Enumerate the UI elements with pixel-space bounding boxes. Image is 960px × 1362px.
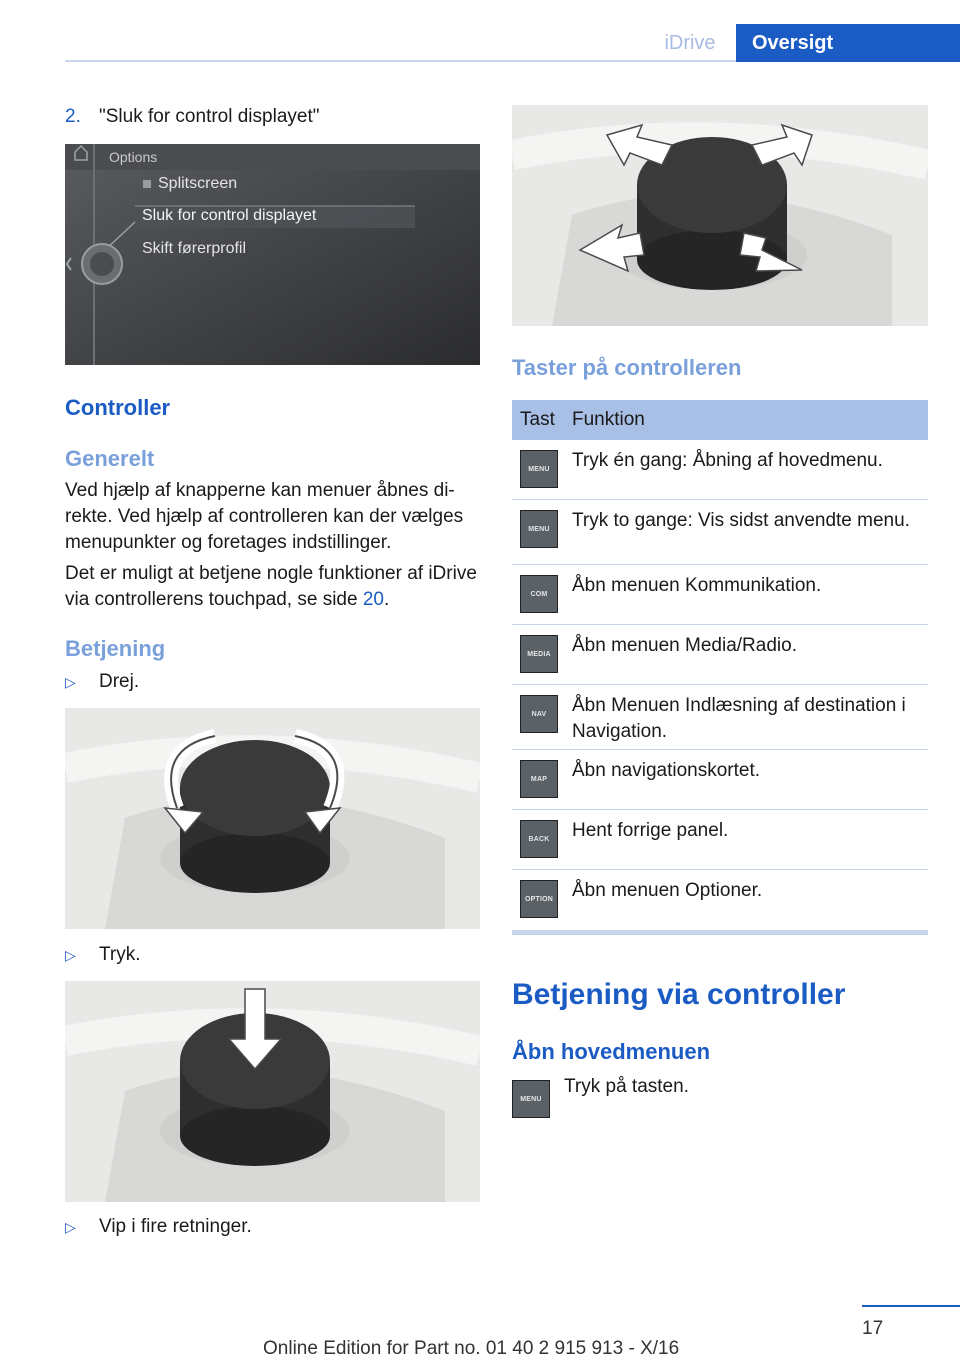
header-cell-key: Tast xyxy=(520,409,555,430)
nav-key-icon: NAV xyxy=(520,695,558,733)
table-row xyxy=(512,685,928,750)
media-key-icon: MEDIA xyxy=(520,635,558,673)
table-row xyxy=(512,870,928,930)
bullet-text: Tryk. xyxy=(99,944,141,965)
menu-key-icon: MENU xyxy=(520,450,558,488)
bullet-triangle-icon: ▷ xyxy=(65,947,76,963)
bullet-item xyxy=(65,942,141,968)
table-row xyxy=(512,810,928,870)
heading-betjening: Betjening xyxy=(65,636,166,661)
table-header xyxy=(512,400,928,440)
instruction-text: Tryk på tasten. xyxy=(564,1076,689,1097)
table-end-rule xyxy=(512,930,928,935)
row-text: Åbn navigationskortet. xyxy=(572,760,761,781)
table-row xyxy=(512,750,928,810)
table-row xyxy=(512,565,928,625)
bullet-triangle-icon: ▷ xyxy=(65,1219,76,1235)
menu-key-icon: MENU xyxy=(520,510,558,548)
header-tab: Oversigt xyxy=(736,24,960,62)
heading-controller: Controller xyxy=(65,395,171,420)
table-row xyxy=(512,625,928,685)
bullet-text: Drej. xyxy=(99,671,140,692)
paragraph-end: . xyxy=(383,589,390,610)
back-key-icon: BACK xyxy=(520,820,558,858)
controller-tilt-image xyxy=(512,105,928,326)
bullet-triangle-icon: ▷ xyxy=(65,674,76,690)
map-key-icon: MAP xyxy=(520,760,558,798)
table-row xyxy=(512,500,928,565)
paragraph-text: Det er muligt at betjene nogle funktioner af iDrive via controllerens touchpad, se side xyxy=(65,563,477,610)
row-text: Tryk to gange: Vis sidst anvendte menu. xyxy=(572,510,910,531)
item-number: 2. xyxy=(65,106,81,127)
screen-item: Skift førerprofil xyxy=(142,240,247,257)
row-text: Åbn menuen Optioner. xyxy=(572,880,763,901)
keys-table xyxy=(512,400,928,930)
page-number: 17 xyxy=(862,1318,884,1339)
paragraph-generelt: Ved hjælp af knapperne kan menuer åbnes di‐rekte. Ved hjælp af controlleren kan der vælges menupunkter og foretages indstillinger. xyxy=(65,480,464,553)
row-text: Tryk én gang: Åbning af hovedmenu. xyxy=(572,450,883,471)
option-key-icon: OPTION xyxy=(520,880,558,918)
menu-key-icon: MENU xyxy=(512,1080,550,1118)
heading-generelt: Generelt xyxy=(65,446,155,471)
heading-taster: Taster på controlleren xyxy=(512,355,742,380)
screen-item: Splitscreen xyxy=(158,175,238,192)
options-screen-image xyxy=(65,144,480,365)
item-text: "Sluk for control displayet" xyxy=(99,106,320,127)
screen-item-selected: Sluk for control displayet xyxy=(142,207,317,224)
paragraph-touchpad xyxy=(65,561,483,613)
edition-text: Online Edition for Part no. 01 40 2 915 913 - X/16 xyxy=(263,1338,680,1359)
screen-title: Options xyxy=(109,149,158,165)
page-link[interactable]: 20 xyxy=(362,589,384,610)
heading-open-mainmenu: Åbn hovedmenuen xyxy=(512,1039,711,1064)
table-row xyxy=(512,440,928,500)
header-section: iDrive xyxy=(664,32,716,54)
row-text: Åbn menuen Media/Radio. xyxy=(572,635,797,656)
header-cell-function: Funktion xyxy=(572,409,645,430)
heading-betjening-via-controller: Betjening via controller xyxy=(512,978,846,1011)
bullet-item xyxy=(65,1214,252,1240)
bullet-item xyxy=(65,669,139,695)
controller-rotate-image xyxy=(65,708,480,929)
row-text: Hent forrige panel. xyxy=(572,820,729,841)
com-key-icon: COM xyxy=(520,575,558,613)
controller-press-image xyxy=(65,981,480,1202)
numbered-item xyxy=(65,104,319,130)
row-text: Åbn menuen Kommunikation. xyxy=(572,575,822,596)
footer-rule xyxy=(862,1305,960,1307)
row-text: Åbn Menuen Indlæsning af destination i Navigation. xyxy=(572,695,906,742)
bullet-text: Vip i fire retninger. xyxy=(99,1216,252,1237)
